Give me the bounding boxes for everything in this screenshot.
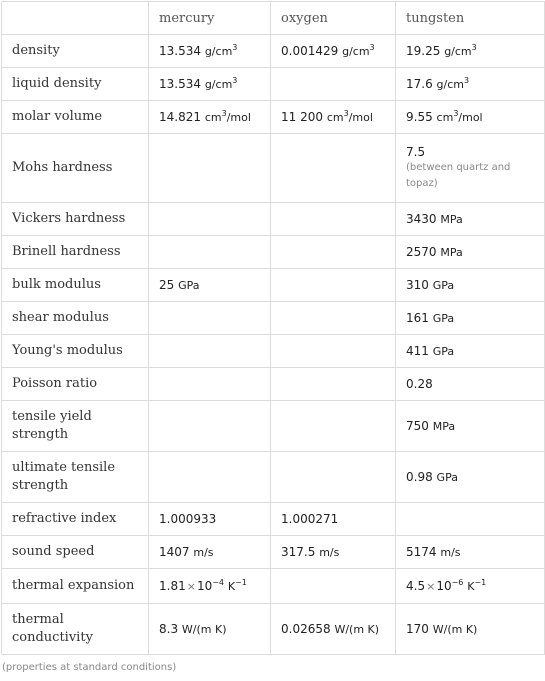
value: 161 <box>406 310 429 325</box>
row-label: thermal expansion <box>2 569 149 604</box>
cell-mercury <box>149 452 271 503</box>
value: 170 <box>406 621 429 636</box>
row-shear-modulus <box>2 302 545 335</box>
cell-oxygen <box>271 569 396 604</box>
row-liquid-density <box>2 68 545 101</box>
cell-oxygen <box>271 401 396 452</box>
cell-mercury <box>149 503 271 536</box>
cell-tungsten <box>396 335 545 368</box>
cell-tungsten <box>396 35 545 68</box>
unit: GPa <box>432 278 455 292</box>
times-sign: × <box>186 579 196 593</box>
row-label-line2: strength <box>12 478 69 493</box>
unit: MPa <box>440 245 463 259</box>
cell-oxygen <box>271 203 396 236</box>
unit: g/cm <box>342 44 370 58</box>
row-label <box>2 401 149 452</box>
cell-tungsten <box>396 134 545 203</box>
unit: g/cm <box>444 44 472 58</box>
cell-oxygen <box>271 68 396 101</box>
value: 9.55 <box>406 109 433 124</box>
cell-mercury <box>149 401 271 452</box>
unit-exponent: 3 <box>464 75 470 85</box>
value: 13.534 <box>159 76 201 91</box>
value: 5174 <box>406 544 437 559</box>
cell-tungsten <box>396 401 545 452</box>
unit: GPa <box>432 311 455 325</box>
unit-exponent: 3 <box>369 42 375 52</box>
cell-tungsten <box>396 68 545 101</box>
header-row <box>2 2 545 35</box>
row-tensile-yield-strength <box>2 401 545 452</box>
unit-exponent: 3 <box>232 75 238 85</box>
cell-oxygen <box>271 452 396 503</box>
row-label: Vickers hardness <box>2 203 149 236</box>
cell-tungsten <box>396 569 545 604</box>
row-label <box>2 452 149 503</box>
mantissa: 4.5 <box>406 578 426 593</box>
cell-mercury <box>149 368 271 401</box>
unit: K <box>467 579 475 593</box>
base: 10 <box>196 578 213 593</box>
cell-mercury <box>149 101 271 134</box>
unit-exponent: 3 <box>232 42 238 52</box>
value: 8.3 <box>159 621 179 636</box>
value-note: (between quartz and topaz) <box>406 162 511 189</box>
value: 310 <box>406 277 429 292</box>
value: 317.5 <box>281 544 316 559</box>
row-ultimate-tensile-strength <box>2 452 545 503</box>
cell-oxygen <box>271 269 396 302</box>
unit: MPa <box>440 212 463 226</box>
value: 11 200 <box>281 109 323 124</box>
times-sign: × <box>426 579 436 593</box>
row-label: Mohs hardness <box>2 134 149 203</box>
cell-oxygen <box>271 335 396 368</box>
exponent: −6 <box>451 577 464 587</box>
unit: g/cm <box>436 77 464 91</box>
cell-mercury <box>149 536 271 569</box>
unit-exponent: 3 <box>453 108 459 118</box>
row-label <box>2 604 149 655</box>
unit: K <box>227 579 236 593</box>
unit: g/cm <box>204 77 233 91</box>
cell-tungsten <box>396 503 545 536</box>
row-thermal-conductivity <box>2 604 545 655</box>
value: 0.02658 <box>281 621 331 636</box>
value: 1.000271 <box>281 512 339 526</box>
unit: W/(m K) <box>181 622 227 636</box>
exponent: −4 <box>212 577 225 587</box>
unit-exponent: 3 <box>221 108 227 118</box>
cell-tungsten <box>396 536 545 569</box>
row-sound-speed <box>2 536 545 569</box>
cell-oxygen <box>271 101 396 134</box>
base: 10 <box>436 578 452 593</box>
cell-oxygen <box>271 536 396 569</box>
cell-tungsten <box>396 236 545 269</box>
row-mohs-hardness <box>2 134 545 203</box>
cell-mercury <box>149 335 271 368</box>
cell-mercury <box>149 35 271 68</box>
value: 0.28 <box>406 377 433 391</box>
row-label: sound speed <box>2 536 149 569</box>
row-label: Young's modulus <box>2 335 149 368</box>
row-label: bulk modulus <box>2 269 149 302</box>
cell-oxygen <box>271 35 396 68</box>
unit: m/s <box>440 545 461 559</box>
row-label: molar volume <box>2 101 149 134</box>
mantissa: 1.81 <box>159 578 186 593</box>
unit-suffix: /mol <box>226 110 251 124</box>
row-bulk-modulus <box>2 269 545 302</box>
value: 1407 <box>159 544 190 559</box>
unit-exponent: −1 <box>235 577 247 587</box>
cell-mercury <box>149 302 271 335</box>
cell-oxygen <box>271 368 396 401</box>
row-label-line2: strength <box>12 427 69 442</box>
cell-tungsten <box>396 203 545 236</box>
cell-mercury <box>149 269 271 302</box>
cell-tungsten <box>396 101 545 134</box>
value: 2570 <box>406 244 437 259</box>
value: 25 <box>159 277 175 292</box>
unit-exponent: −1 <box>474 577 487 587</box>
value: 19.25 <box>406 43 441 58</box>
col-header-oxygen: oxygen <box>271 2 396 35</box>
row-label-line1: tensile yield <box>12 409 92 424</box>
corner-cell <box>2 2 149 35</box>
row-label: liquid density <box>2 68 149 101</box>
value: 3430 <box>406 211 437 226</box>
cell-mercury <box>149 68 271 101</box>
unit: W/(m K) <box>432 622 478 636</box>
unit: GPa <box>436 470 458 484</box>
cell-mercury <box>149 236 271 269</box>
row-density <box>2 35 545 68</box>
unit-suffix: /mol <box>348 110 373 124</box>
col-header-tungsten: tungsten <box>396 2 545 35</box>
row-label: Brinell hardness <box>2 236 149 269</box>
row-youngs-modulus <box>2 335 545 368</box>
cell-tungsten <box>396 302 545 335</box>
unit-exponent: 3 <box>471 42 477 52</box>
row-label-line1: thermal <box>12 612 64 627</box>
unit: W/(m K) <box>334 622 380 636</box>
value: 750 <box>406 418 429 433</box>
cell-mercury <box>149 203 271 236</box>
row-refractive-index <box>2 503 545 536</box>
cell-tungsten <box>396 452 545 503</box>
value: 411 <box>406 343 429 358</box>
unit: m/s <box>319 545 340 559</box>
cell-oxygen <box>271 503 396 536</box>
unit: cm <box>326 110 344 124</box>
row-molar-volume <box>2 101 545 134</box>
unit: m/s <box>193 545 214 559</box>
cell-tungsten <box>396 604 545 655</box>
value: 0.001429 <box>281 43 339 58</box>
row-label: shear modulus <box>2 302 149 335</box>
col-header-mercury: mercury <box>149 2 271 35</box>
unit: cm <box>436 110 454 124</box>
cell-oxygen <box>271 134 396 203</box>
unit: GPa <box>178 278 200 292</box>
row-label-line2: conductivity <box>12 630 93 645</box>
cell-mercury <box>149 134 271 203</box>
cell-mercury <box>149 604 271 655</box>
value: 13.534 <box>159 43 201 58</box>
unit: cm <box>204 110 222 124</box>
row-poisson-ratio <box>2 368 545 401</box>
row-vickers-hardness <box>2 203 545 236</box>
footnote: (properties at standard conditions) <box>2 662 177 673</box>
value: 14.821 <box>159 109 201 124</box>
unit: g/cm <box>204 44 233 58</box>
row-label: density <box>2 35 149 68</box>
row-label-line1: ultimate tensile <box>12 460 116 475</box>
row-label: Poisson ratio <box>2 368 149 401</box>
cell-tungsten <box>396 269 545 302</box>
cell-oxygen <box>271 302 396 335</box>
properties-table <box>1 1 545 655</box>
cell-tungsten <box>396 368 545 401</box>
row-label: refractive index <box>2 503 149 536</box>
unit: GPa <box>432 344 455 358</box>
cell-oxygen <box>271 604 396 655</box>
value: 0.98 <box>406 469 433 484</box>
row-thermal-expansion <box>2 569 545 604</box>
value: 17.6 <box>406 76 433 91</box>
unit-exponent: 3 <box>343 108 349 118</box>
value: 7.5 <box>406 145 426 159</box>
cell-oxygen <box>271 236 396 269</box>
unit-suffix: /mol <box>458 110 483 124</box>
row-brinell-hardness <box>2 236 545 269</box>
value: 1.000933 <box>159 512 217 526</box>
cell-mercury <box>149 569 271 604</box>
unit: MPa <box>432 419 456 433</box>
